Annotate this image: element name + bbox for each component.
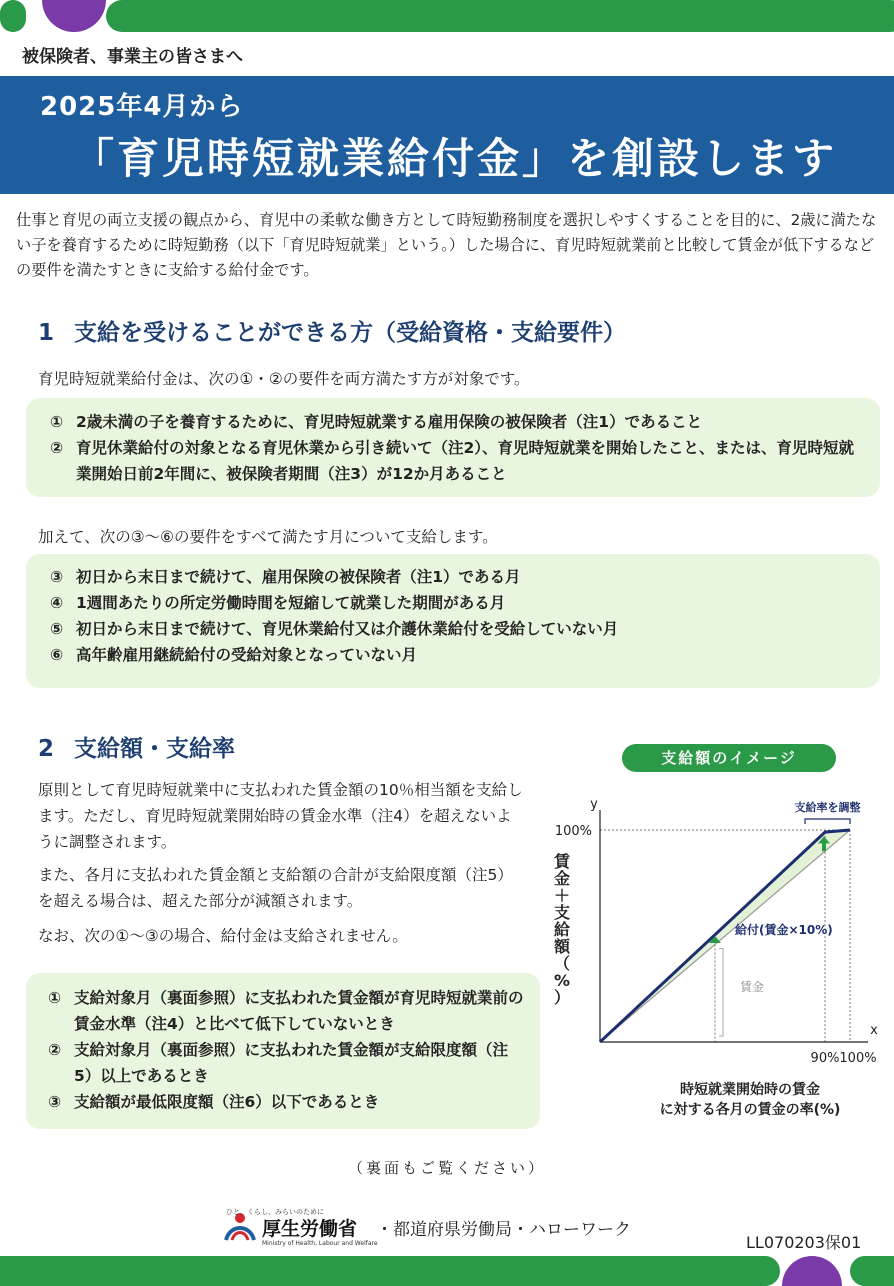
date-line: 2025年4月から xyxy=(40,92,244,122)
y-axis-label-char: 支 xyxy=(553,903,571,922)
section1-title: 支給を受けることができる方（受給資格・支給要件） xyxy=(74,320,627,346)
exclusion-item-text: 支給額が最低限度額（注6）以下であるとき xyxy=(74,1093,380,1111)
y-axis-label-char: 賃 xyxy=(553,852,571,871)
wage-bracket xyxy=(719,948,723,1036)
intro-paragraph: 仕事と育児の両立支援の観点から、育児中の柔軟な働き方として時短勤務制度を選択しやすくすることを目的に、2歳に満たない子を養育するために時短勤務（以下「育児時短就業」という。）した場合に、育児時短就業前と比較して賃金が低下するなどの要件を満たすときに支給する給付金です。 xyxy=(16,211,877,279)
requirement-item-marker: ③ xyxy=(50,568,64,586)
title-banner xyxy=(0,76,894,194)
section2-number: 2 xyxy=(38,736,55,762)
requirement-item-marker: ① xyxy=(50,413,64,431)
requirement-item-marker: ⑥ xyxy=(50,646,64,664)
section2-title: 支給額・支給率 xyxy=(74,736,236,762)
x-axis-label-line: 時短就業開始時の賃金 xyxy=(680,1082,820,1098)
requirement-item-text: 高年齢雇用継続給付の受給対象となっていない月 xyxy=(76,646,418,664)
back-note: （裏面もご覧ください） xyxy=(347,1159,546,1177)
requirement-item xyxy=(50,616,860,642)
exclusion-item xyxy=(48,985,524,1037)
requirement-item xyxy=(50,435,860,487)
requirement-item-text: 初日から末日まで続けて、雇用保険の被保険者（注1）である月 xyxy=(76,568,521,586)
y-axis-label-char: （ xyxy=(553,954,571,973)
requirement-item-marker: ⑤ xyxy=(50,620,64,638)
x-tick-label: 90% xyxy=(810,1051,840,1066)
y-tick-label: 100% xyxy=(554,824,592,839)
section2-para3: なお、次の①～③の場合、給付金は支給されません。 xyxy=(38,927,408,945)
requirement-item-text: 2歳未満の子を養育するために、育児時短就業する雇用保険の被保険者（注1）であること xyxy=(76,413,703,431)
annotation-wage: 賃金 xyxy=(740,980,765,995)
requirement-item xyxy=(50,409,860,435)
page-title: 「育児時短就業給付金」を創設します xyxy=(72,134,838,183)
section2-heading xyxy=(38,730,235,763)
requirement-item-text: 初日から末日まで続けて、育児休業給付又は介護休業給付を受給していない月 xyxy=(76,620,619,638)
audience-line: 被保険者、事業主の皆さまへ xyxy=(22,47,243,67)
annotation-benefit: 給付(賃金×10%) xyxy=(735,922,833,937)
y-axis-letter: y xyxy=(590,797,598,812)
exclusions-list xyxy=(26,973,540,1115)
exclusion-item xyxy=(48,1037,524,1089)
annotation-rate: 支給率を調整 xyxy=(794,801,861,814)
top-decor-bar xyxy=(0,0,894,32)
bureau-list: ・都道府県労働局・ハローワーク xyxy=(376,1220,631,1240)
x-tick-label: 100% xyxy=(839,1051,877,1066)
requirement-item-text: 育児休業給付の対象となる育児休業から引き続いて（注2）、育児時短就業を開始したこと、または、育児時短就業開始日前2年間に、被保険者期間（注3）が12か月あること xyxy=(76,439,855,483)
section1-heading xyxy=(38,314,626,347)
y-axis-label-char: 金 xyxy=(553,869,571,888)
benefit-chart xyxy=(540,795,890,1125)
chart-title-pill: 支給額のイメージ xyxy=(622,744,836,772)
bottom-decor-bar xyxy=(0,1256,894,1286)
requirements-list-b xyxy=(26,554,880,668)
requirement-item xyxy=(50,642,860,668)
exclusion-item-text: 支給対象月（裏面参照）に支払われた賃金額が育児時短就業前の賃金水準（注4）と比べて低下していないとき xyxy=(74,989,524,1033)
y-axis-label-char: ＋ xyxy=(553,886,571,905)
exclusion-item xyxy=(48,1089,524,1115)
y-axis-label-char: % xyxy=(553,971,571,990)
section2-para2: また、各月に支払われた賃金額と支給額の合計が支給限度額（注5）を超える場合は、超えた部分が減額されます。 xyxy=(38,866,513,910)
exclusions-box xyxy=(26,973,540,1129)
section2-para1: 原則として育児時短就業中に支払われた賃金額の10％相当額を支給します。ただし、育児時短就業開始時の賃金水準（注4）を超えないように調整されます。 xyxy=(38,781,523,851)
requirements-box-b xyxy=(26,554,880,688)
rate-bracket xyxy=(805,819,850,824)
ministry-name: 厚生労働省 xyxy=(262,1218,358,1240)
exclusion-item-marker: ② xyxy=(48,1041,62,1059)
requirement-item-marker: ④ xyxy=(50,594,64,612)
exclusion-item-text: 支給対象月（裏面参照）に支払われた賃金額が支給限度額（注5）以上であるとき xyxy=(74,1041,509,1085)
ministry-english-name: Ministry of Health, Labour and Welfare xyxy=(262,1240,378,1247)
y-axis-label-char: ） xyxy=(553,988,571,1007)
x-axis-label-line: に対する各月の賃金の率(%) xyxy=(659,1102,841,1118)
y-axis-label-char: 額 xyxy=(553,937,571,956)
section1-lead: 育児時短就業給付金は、次の①・②の要件を両方満たす方が対象です。 xyxy=(38,370,530,388)
exclusion-item-marker: ① xyxy=(48,989,62,1007)
requirement-item-marker: ② xyxy=(50,439,64,457)
requirement-item xyxy=(50,564,860,590)
requirement-item xyxy=(50,590,860,616)
section1-lead2: 加えて、次の③～⑥の要件をすべて満たす月について支給します。 xyxy=(38,528,498,546)
requirements-box-a xyxy=(26,398,880,497)
x-axis-letter: x xyxy=(870,1023,878,1038)
requirements-list-a xyxy=(26,398,880,487)
exclusion-item-marker: ③ xyxy=(48,1093,62,1111)
document-code: LL070203保01 xyxy=(746,1233,862,1252)
y-axis-label-char: 給 xyxy=(553,920,571,939)
section1-number: 1 xyxy=(38,320,55,346)
requirement-item-text: 1週間あたりの所定労働時間を短縮して就業した期間がある月 xyxy=(76,594,506,612)
ministry-tagline: ひと、くらし、みらいのために xyxy=(226,1208,324,1216)
